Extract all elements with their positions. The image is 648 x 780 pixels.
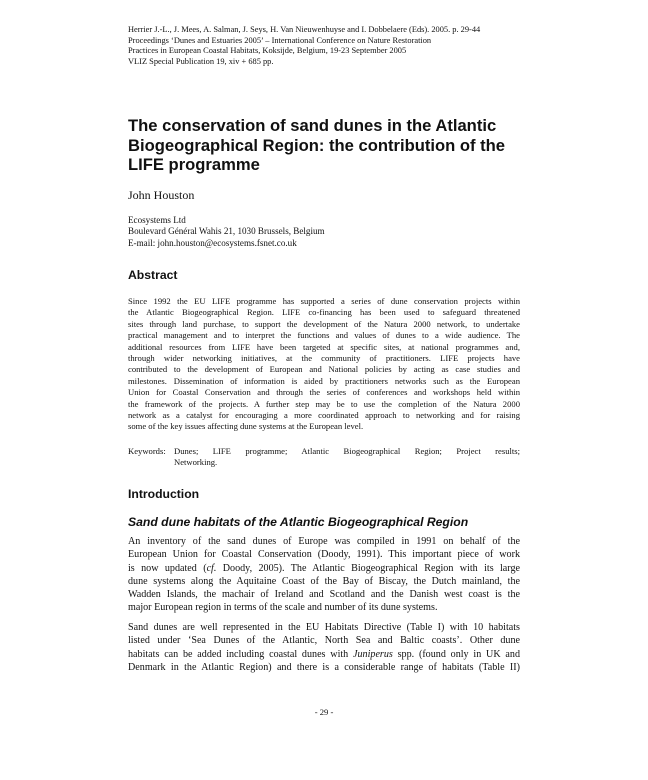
section-subheading: Sand dune habitats of the Atlantic Biogeographical Region <box>128 515 469 529</box>
page-number: - 29 - <box>314 707 334 717</box>
abstract-line: practical management and to interpret the functions and values of dunes to a wide audience. The <box>128 330 520 341</box>
keywords-line: Dunes; LIFE programme; Atlantic Biogeographical Region; Project results; <box>174 446 520 456</box>
citation-line: VLIZ Special Publication 19, xiv + 685 pp. <box>128 56 274 66</box>
abstract-line: the Atlantic Biogeographical Region. LIFE co-financing has been used to safeguard threatened <box>128 307 520 318</box>
paragraph-line: listed under ‘Sea Dunes of the Atlantic, North Sea and Baltic coasts’. Other dune <box>128 635 520 647</box>
affiliation <box>128 215 325 249</box>
paragraph-line: Sand dunes are well represented in the EU Habitats Directive (Table I) with 10 habitats <box>128 622 520 633</box>
affiliation-address: Boulevard Général Wahis 21, 1030 Brussels, Belgium <box>128 226 325 237</box>
affiliation-org: Ecosystems Ltd <box>128 215 186 225</box>
paragraph-line <box>128 562 520 575</box>
text-run: spp. (found only in UK and <box>392 648 520 660</box>
abstract-heading: Abstract <box>128 268 178 282</box>
paragraph-line: European Union for Coastal Conservation (Doody, 1991). This important piece of work <box>128 549 520 561</box>
citation-line: Herrier J.-L., J. Mees, A. Salman, J. Seys, H. Van Nieuwenhuyse and I. Dobbelaere (Eds). 2005. p. 29-44 <box>128 25 481 34</box>
paragraph-line: dune systems along the Aquitaine Coast of the Bay of Biscay, the Dutch mainland, the <box>128 575 520 587</box>
abstract-line: Since 1992 the EU LIFE programme has supported a series of dune conservation projects within <box>128 296 520 306</box>
paragraph-line: major European region in terms of the scale and number of its dune systems. <box>128 602 438 614</box>
citation-header <box>128 25 528 67</box>
text-run: habitats can be added including coastal dunes with <box>128 648 354 660</box>
paragraph-line: An inventory of the sand dunes of Europe was compiled in 1991 on behalf of the <box>128 536 520 547</box>
introduction-heading: Introduction <box>128 487 200 501</box>
body-paragraph <box>128 621 520 674</box>
paragraph-line <box>128 648 520 661</box>
abstract-line: network as a catalyst for encouraging a more coordinated approach to networking and for raising <box>128 410 520 421</box>
text-run: is now updated ( <box>128 562 207 574</box>
citation-line: Practices in European Coastal Habitats, Koksijde, Belgium, 19-23 September 2005 <box>128 46 407 56</box>
abstract-line: additional resources from LIFE have been targeted at specific sites, at national programmes and, <box>128 341 520 352</box>
paper-title: The conservation of sand dunes in the Atlantic Biogeographical Region: the contribution of the LIFE programme <box>128 116 506 174</box>
abstract-line: some of the key issues affecting dune systems at the European level. <box>128 421 364 432</box>
paragraph-line: Wadden Islands, the machair of Ireland and Scotland and the Danish west coast is the <box>128 589 520 601</box>
italic-genus: Juniperus <box>353 648 393 660</box>
keywords-line: Networking. <box>174 457 218 468</box>
affiliation-email: E-mail: john.houston@ecosystems.fsnet.co.uk <box>128 237 297 248</box>
citation-line: Proceedings ‘Dunes and Estuaries 2005’ – International Conference on Nature Restoration <box>128 35 432 45</box>
text-run: Doody, 2005). The Atlantic Biogeographical Region with its large <box>216 562 520 574</box>
abstract-line: contributed to the development of European and National policies by acting as case studies and <box>128 364 520 375</box>
keywords-label: Keywords: <box>128 446 166 456</box>
keywords <box>128 446 520 469</box>
abstract-line: through wider networking initiatives, at the community of practitioners. LIFE projects have <box>128 353 520 364</box>
paragraph-line: Denmark in the Atlantic Region) and there is a considerable range of habitats (Table II) <box>128 661 520 673</box>
abstract-line: milestones. Dissemination of information is aided by practitioners networks such as the European <box>128 375 520 386</box>
abstract-body <box>128 296 520 433</box>
abstract-line: sites through land purchase, to support the development of the Natura 2000 network, to undertake <box>128 318 520 329</box>
body-paragraph <box>128 535 520 615</box>
abstract-line: Union for Coastal Conservation and through the series of conferences and workshops held within <box>128 387 520 398</box>
abstract-line: the framework of the projects. A further step may be to use the completion of the Natura 2000 <box>128 398 520 409</box>
author-name: John Houston <box>128 188 195 202</box>
italic-cf: cf. <box>206 562 217 574</box>
